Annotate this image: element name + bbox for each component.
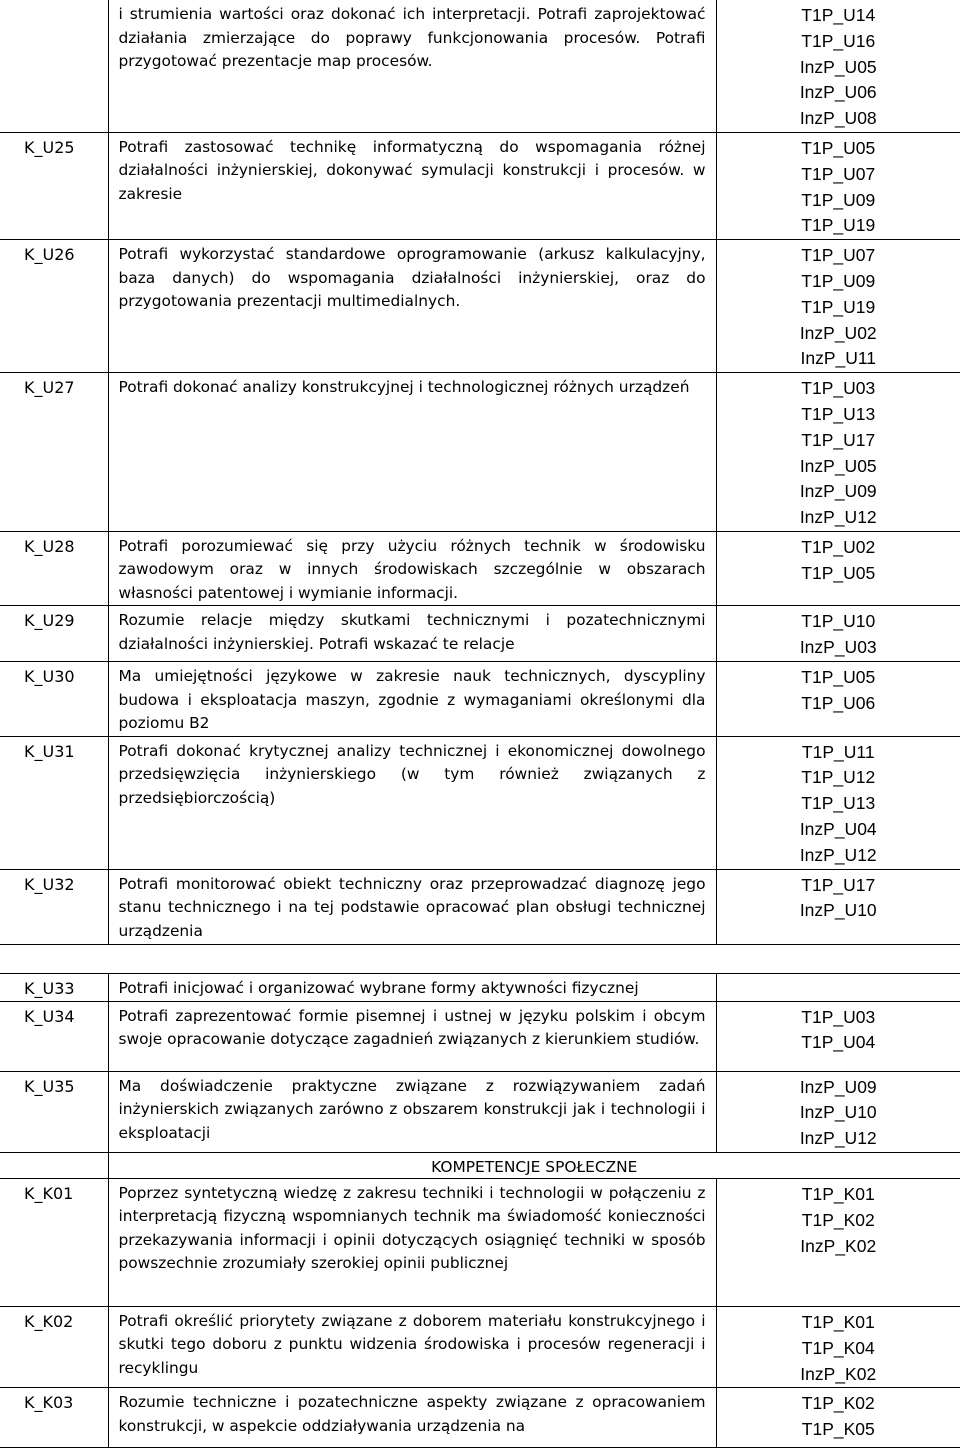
outcome-description: Potrafi porozumiewać się przy użyciu różnych technik w środowisku zawodowym oraz w innych środowiskach szczególnie w obszarach własności patentowej i wymianie informacji. — [108, 531, 716, 606]
table-row — [0, 0, 960, 132]
reference-code: T1P_U14 — [717, 3, 960, 29]
outcome-description: i strumienia wartości oraz dokonać ich interpretacji. Potrafi zaprojektować działania zmierzające do poprawy funkcjonowania procesów. Potrafi przygotować prezentacje map procesów. — [108, 0, 716, 132]
outcome-references — [716, 662, 960, 737]
outcome-code: K_U28 — [0, 531, 108, 606]
outcome-description: Rozumie relacje między skutkami technicznymi i pozatechnicznymi działalności inżynierskiej. Potrafi wskazać te relacje — [108, 606, 716, 662]
reference-code: InzP_U03 — [717, 635, 960, 661]
reference-code: T1P_U16 — [717, 29, 960, 55]
table-row — [0, 973, 960, 1001]
reference-code: InzP_U02 — [717, 321, 960, 347]
section-header-row — [0, 1152, 960, 1178]
table-row — [0, 373, 960, 532]
outcome-description: Ma umiejętności językowe w zakresie nauk technicznych, dyscypliny budowa i eksploatacja maszyn, zgodnie z wymaganiami określonymi dla poziomu B2 — [108, 662, 716, 737]
outcome-description: Rozumie techniczne i pozatechniczne aspekty związane z opracowaniem konstrukcji, w aspekcie oddziaływania urządzenia na — [108, 1388, 716, 1448]
table-row — [0, 1071, 960, 1152]
outcome-references — [716, 1178, 960, 1306]
reference-code: InzP_U08 — [717, 106, 960, 132]
outcome-code: K_K03 — [0, 1388, 108, 1448]
outcome-references — [716, 373, 960, 532]
outcome-references — [716, 1388, 960, 1448]
reference-code: T1P_U09 — [717, 188, 960, 214]
reference-code: T1P_U05 — [717, 136, 960, 162]
table-row — [0, 1001, 960, 1071]
reference-code: T1P_K04 — [717, 1336, 960, 1362]
reference-code: T1P_K01 — [717, 1182, 960, 1208]
reference-code: T1P_U13 — [717, 791, 960, 817]
outcome-code: K_U32 — [0, 869, 108, 944]
outcome-description: Poprzez syntetyczną wiedzę z zakresu techniki i technologii w połączeniu z interpretacją fizyczną wspomnianych technik ma świadomość konieczności przekazywania informacji i opinii dotyczących osiągnięć techniki w sposób powszechnie zrozumiały szerokiej opinii publicznej — [108, 1178, 716, 1306]
reference-code: InzP_U12 — [717, 843, 960, 869]
outcome-code: K_U29 — [0, 606, 108, 662]
reference-code: T1P_U05 — [717, 665, 960, 691]
reference-code: InzP_U05 — [717, 55, 960, 81]
outcome-description: Potrafi inicjować i organizować wybrane formy aktywności fizycznej — [108, 973, 716, 1001]
outcome-references — [716, 736, 960, 869]
reference-code: InzP_U09 — [717, 479, 960, 505]
outcome-code: K_U27 — [0, 373, 108, 532]
outcome-code: K_U31 — [0, 736, 108, 869]
reference-code: T1P_U07 — [717, 243, 960, 269]
outcome-description: Potrafi wykorzystać standardowe oprogramowanie (arkusz kalkulacyjny, baza danych) do wspomagania działalności inżynierskiej, oraz do przygotowania prezentacji multimedialnych. — [108, 240, 716, 373]
outcome-code: K_U30 — [0, 662, 108, 737]
reference-code: InzP_U05 — [717, 454, 960, 480]
outcome-code: K_U33 — [0, 973, 108, 1001]
outcome-references — [716, 531, 960, 606]
outcome-references — [716, 869, 960, 944]
table-row — [0, 736, 960, 869]
table-gap — [0, 944, 960, 973]
table-row — [0, 1388, 960, 1448]
outcome-references — [716, 1001, 960, 1071]
table-row — [0, 606, 960, 662]
outcome-references — [716, 0, 960, 132]
outcome-code: K_U26 — [0, 240, 108, 373]
outcome-code — [0, 0, 108, 132]
table-row — [0, 869, 960, 944]
table-row — [0, 132, 960, 239]
reference-code: InzP_U09 — [717, 1075, 960, 1101]
reference-code: InzP_K02 — [717, 1234, 960, 1260]
outcome-references — [716, 973, 960, 1001]
reference-code: T1P_U09 — [717, 269, 960, 295]
reference-code: T1P_U07 — [717, 162, 960, 188]
table-row — [0, 1178, 960, 1306]
outcome-description: Potrafi dokonać analizy konstrukcyjnej i technologicznej różnych urządzeń — [108, 373, 716, 532]
table-row — [0, 662, 960, 737]
reference-code: InzP_U10 — [717, 1100, 960, 1126]
reference-code: InzP_U12 — [717, 1126, 960, 1152]
reference-code: T1P_K01 — [717, 1310, 960, 1336]
section-title: KOMPETENCJE SPOŁECZNE — [108, 1152, 960, 1178]
reference-code: InzP_U11 — [717, 346, 960, 372]
table-row — [0, 240, 960, 373]
reference-code: T1P_K02 — [717, 1208, 960, 1234]
reference-code: InzP_U10 — [717, 898, 960, 924]
reference-code: InzP_U04 — [717, 817, 960, 843]
outcome-references — [716, 132, 960, 239]
outcome-description: Potrafi zaprezentować formie pisemnej i ustnej w języku polskim i obcym swoje opracowanie dotyczące zagadnień związanych z kierunkiem studiów. — [108, 1001, 716, 1071]
reference-code: T1P_U03 — [717, 1005, 960, 1031]
reference-code: T1P_U17 — [717, 873, 960, 899]
reference-code: T1P_U17 — [717, 428, 960, 454]
reference-code: T1P_U12 — [717, 765, 960, 791]
reference-code: T1P_U13 — [717, 402, 960, 428]
reference-code: InzP_U06 — [717, 80, 960, 106]
reference-code: T1P_U19 — [717, 213, 960, 239]
reference-code: T1P_U05 — [717, 561, 960, 587]
reference-code: T1P_K05 — [717, 1417, 960, 1443]
outcome-code: K_U34 — [0, 1001, 108, 1071]
outcome-references — [716, 1071, 960, 1152]
reference-code: T1P_U03 — [717, 376, 960, 402]
reference-code: InzP_K02 — [717, 1362, 960, 1388]
outcome-references — [716, 240, 960, 373]
reference-code: T1P_K02 — [717, 1391, 960, 1417]
outcome-description: Potrafi dokonać krytycznej analizy technicznej i ekonomicznej dowolnego przedsięwzięcia inżynierskiego (w tym również związanych z przedsiębiorczością) — [108, 736, 716, 869]
reference-code: T1P_U06 — [717, 691, 960, 717]
outcome-code: K_K01 — [0, 1178, 108, 1306]
outcome-references — [716, 606, 960, 662]
outcome-code: K_U35 — [0, 1071, 108, 1152]
outcome-description: Ma doświadczenie praktyczne związane z rozwiązywaniem zadań inżynierskich związanych zarówno z obszarem konstrukcji jak i technologii i eksploatacji — [108, 1071, 716, 1152]
outcome-description: Potrafi monitorować obiekt techniczny oraz przeprowadzać diagnozę jego stanu technicznego i na tej podstawie opracować plan obsługi technicznej urządzenia — [108, 869, 716, 944]
outcome-code: K_U25 — [0, 132, 108, 239]
outcome-description: Potrafi określić priorytety związane z doborem materiału konstrukcyjnego i skutki tego doboru z punktu widzenia środowiska i procesów regeneracji i recyklingu — [108, 1306, 716, 1387]
table-gap-cell — [0, 944, 960, 973]
outcome-references — [716, 1306, 960, 1387]
reference-code: T1P_U04 — [717, 1030, 960, 1056]
reference-code: T1P_U19 — [717, 295, 960, 321]
reference-code: InzP_U12 — [717, 505, 960, 531]
reference-code: T1P_U10 — [717, 609, 960, 635]
outcome-code: K_K02 — [0, 1306, 108, 1387]
reference-code: T1P_U11 — [717, 740, 960, 766]
table-row — [0, 531, 960, 606]
section-header-spacer — [0, 1152, 108, 1178]
table-row — [0, 1306, 960, 1387]
outcome-description: Potrafi zastosować technikę informatyczną do wspomagania różnej działalności inżynierskiej, dokonywać symulacji konstrukcji i procesów. w zakresie — [108, 132, 716, 239]
reference-code: T1P_U02 — [717, 535, 960, 561]
